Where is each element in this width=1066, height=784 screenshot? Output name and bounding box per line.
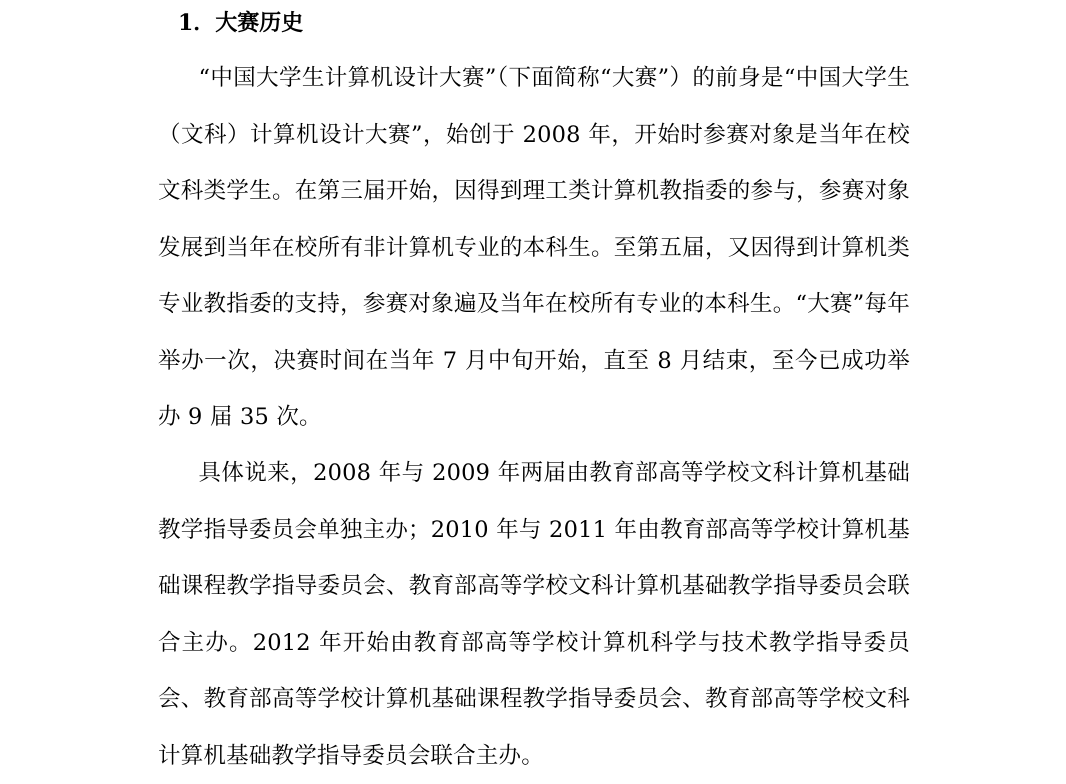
paragraph-organizers: 具体说来，2008 年与 2009 年两届由教育部高等学校文科计算机基础教学指导委员会单独主办；2010 年与 2011 年由教育部高等学校计算机基础课程教学指导委员会、教育部高等学校文科计算机基础教学指导委员会联合主办。2012 年开始由教育部高等学校计算机科学与技术教学指导委员会、教育部高等学校计算机基础课程教学指导委员会、教育部高等学校文科计算机基础教学指导委员会联合主办。 bbox=[158, 460, 910, 769]
section-heading: 1．大赛历史 bbox=[178, 10, 304, 36]
paragraph-history: “中国大学生计算机设计大赛”（下面简称“大赛”）的前身是“中国大学生（文科）计算机设计大赛”，始创于 2008 年，开始时参赛对象是当年在校文科类学生。在第三届开始，因得到理工类计算机教指委的参与，参赛对象发展到当年在校所有非计算机专业的本科生。至第五届，又因得到计算机类专业教指委的支持，参赛对象遍及当年在校所有专业的本科生。“大赛”每年举办一次，决赛时间在当年 7 月中旬开始，直至 8 月结束，至今已成功举办 9 届 35 次。 bbox=[158, 65, 910, 430]
